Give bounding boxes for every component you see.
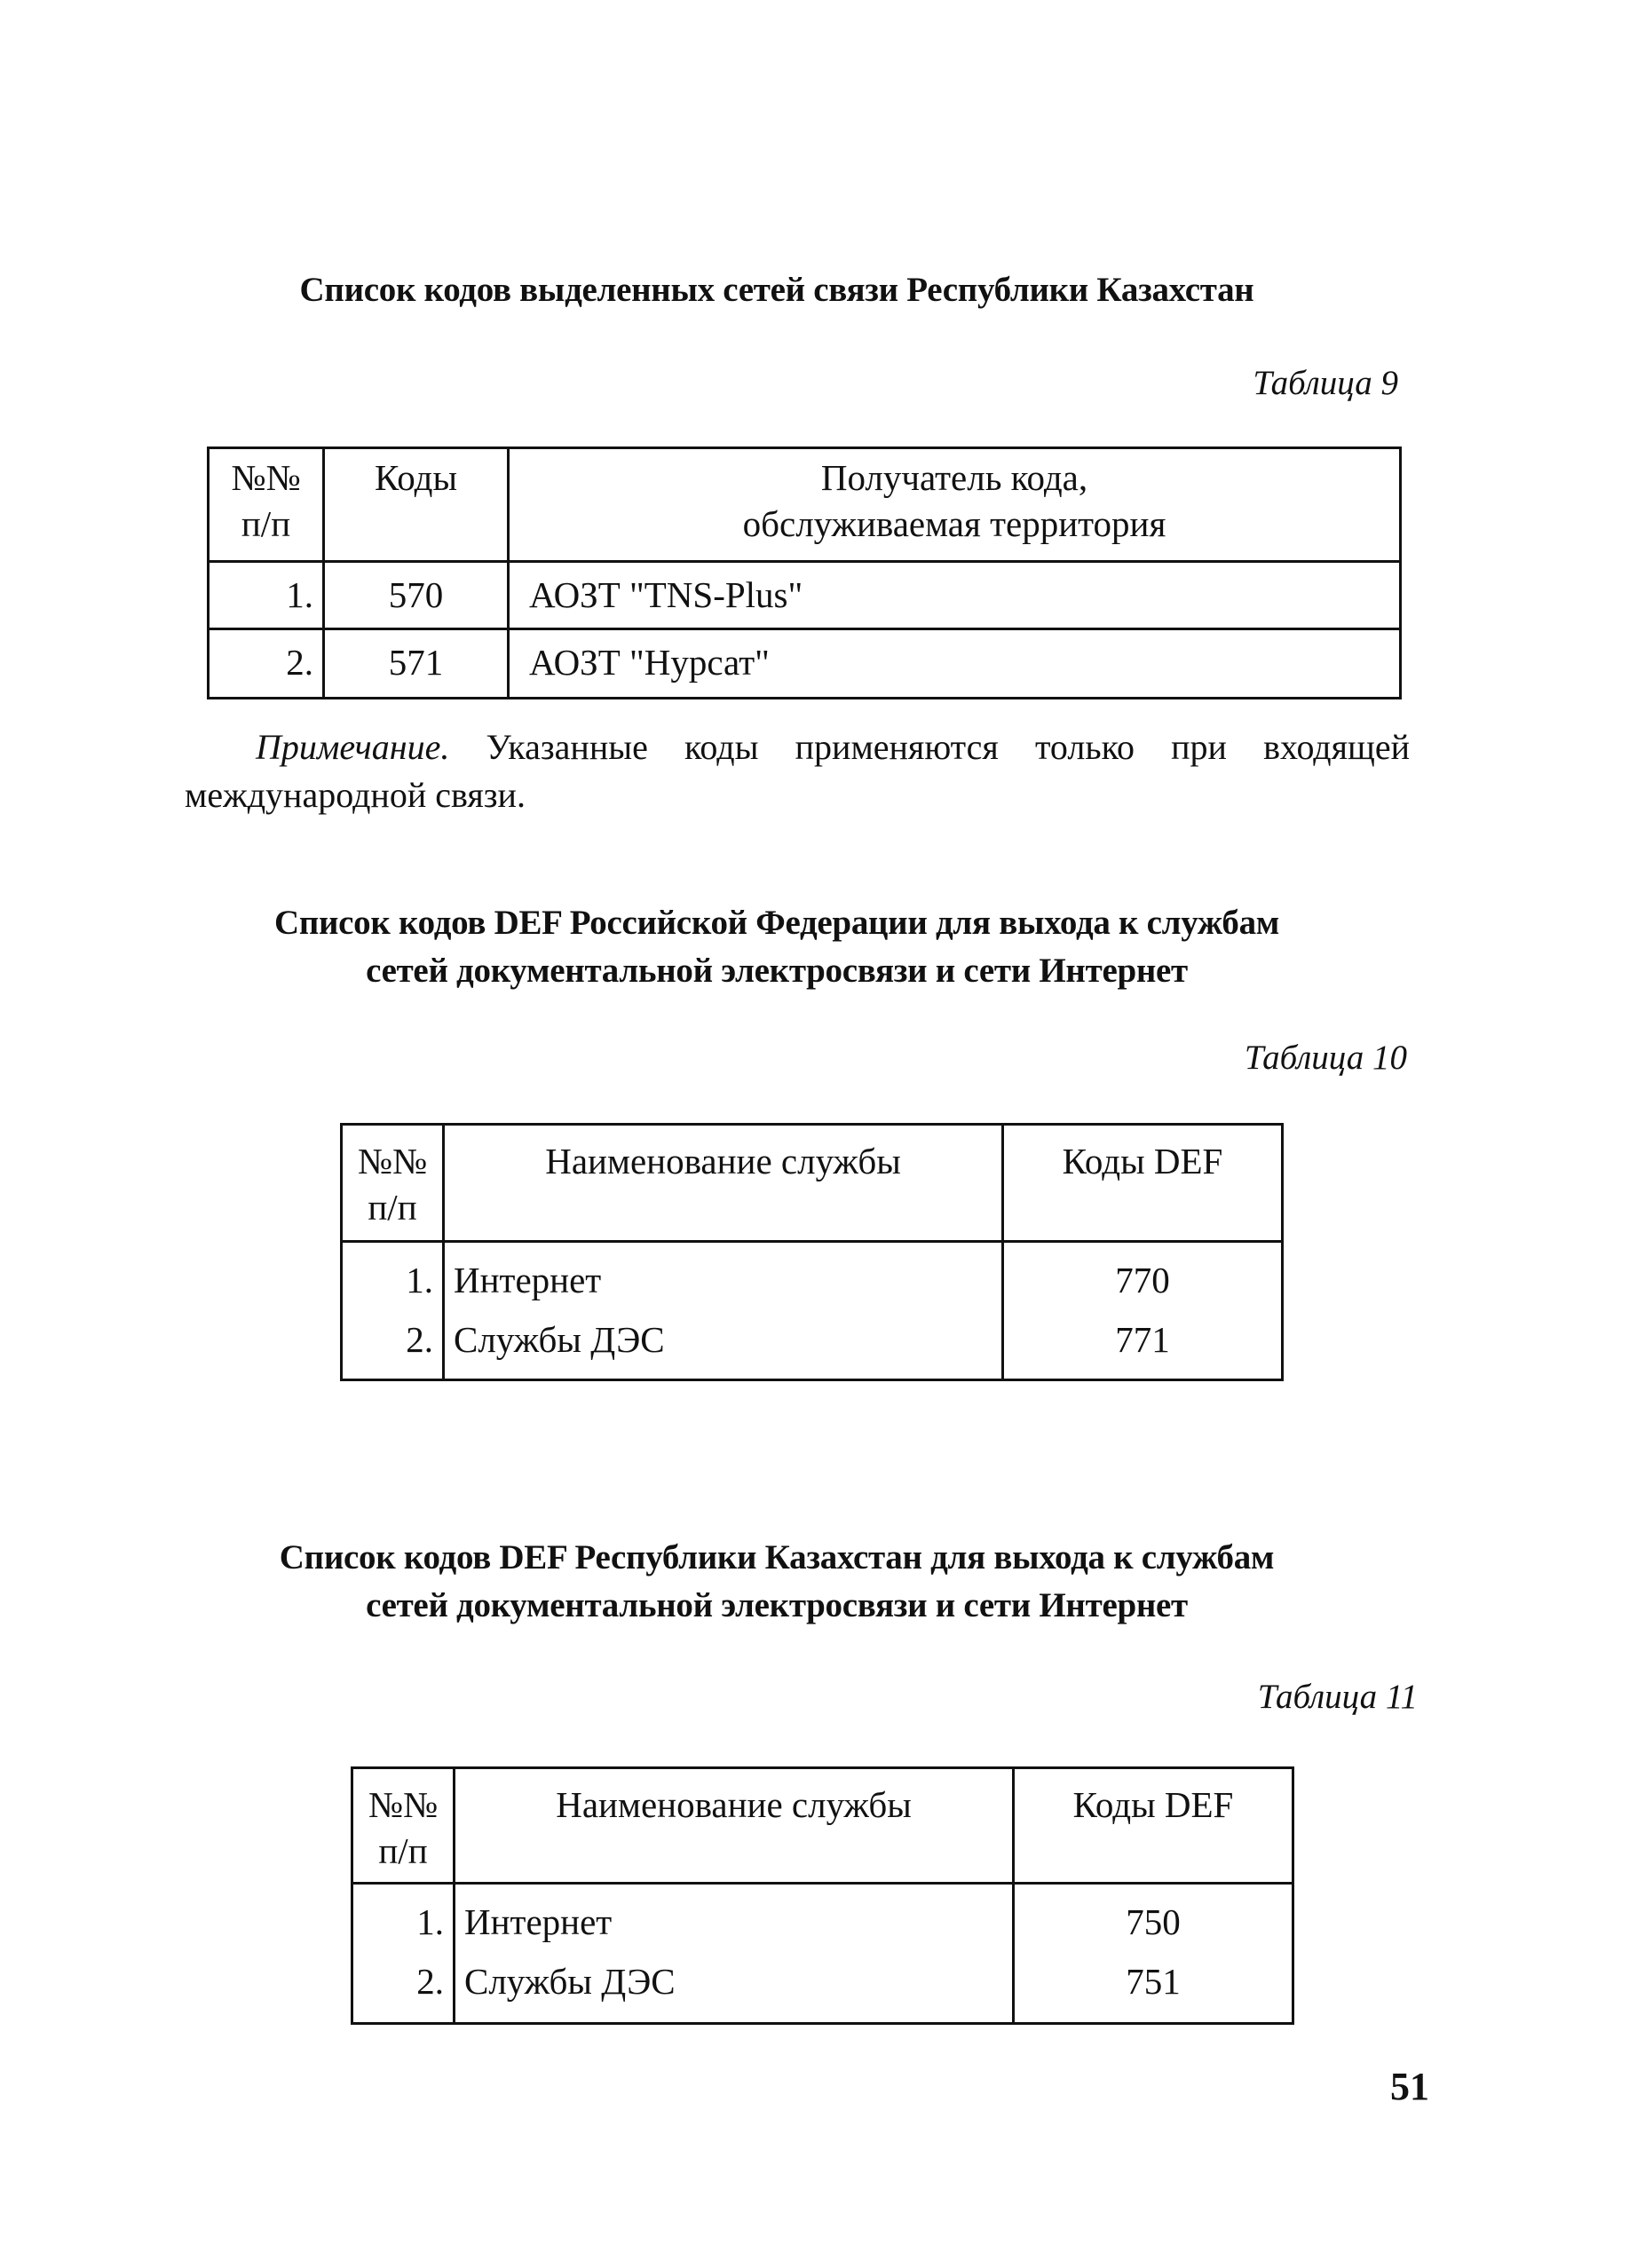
table10	[340, 1123, 1284, 1381]
section3-title-line1: Список кодов DEF Республики Казахстан для выхода к службам	[279, 1538, 1275, 1577]
table11-label: Таблица 11	[1257, 1678, 1418, 1716]
table-row	[209, 629, 1401, 699]
table-row	[352, 1884, 1293, 1953]
table11-row2-code: 751	[1014, 1953, 1293, 2024]
table10-header-num	[342, 1125, 444, 1242]
table9-row2-recipient: АОЗТ "Нурсат"	[509, 629, 1401, 699]
table10-header-service: Наименование службы	[444, 1125, 1003, 1242]
table11-header-service: Наименование службы	[455, 1768, 1014, 1884]
table10-row2-service: Службы ДЭС	[444, 1311, 1003, 1380]
table9-row1-num: 1.	[209, 562, 324, 629]
table11-row2-num: 2.	[352, 1953, 455, 2024]
table-row	[342, 1242, 1283, 1311]
table9-row1-recipient: АОЗТ "TNS-Plus"	[509, 562, 1401, 629]
section3-title-line2: сетей документальной электросвязи и сети Интернет	[366, 1586, 1188, 1624]
table9-header-recipient-line1: Получатель кода,	[820, 457, 1088, 498]
table9	[207, 446, 1402, 699]
note-text: Указанные коды применяются только при входящей международной связи.	[185, 727, 1410, 815]
table9-row2-num: 2.	[209, 629, 324, 699]
table10-row1-service: Интернет	[444, 1242, 1003, 1311]
table10-header-codes: Коды DEF	[1003, 1125, 1283, 1242]
note-label: Примечание.	[256, 727, 450, 767]
table9-label: Таблица 9	[1253, 364, 1398, 402]
table10-header-num-line1: №№	[357, 1141, 428, 1181]
table11	[351, 1766, 1294, 2025]
section1-title: Список кодов выделенных сетей связи Республики Казахстан	[299, 271, 1254, 309]
page-number: 51	[1390, 2065, 1429, 2108]
section2-title-line2: сетей документальной электросвязи и сети Интернет	[366, 952, 1188, 990]
table11-header-num-line2: п/п	[378, 1830, 428, 1871]
table11-header-num-line1: №№	[368, 1784, 439, 1825]
table10-row2-num: 2.	[342, 1311, 444, 1380]
table9-header-recipient-line2: обслуживаемая территория	[742, 503, 1166, 544]
table11-row1-code: 750	[1014, 1884, 1293, 1953]
table10-header-num-line2: п/п	[368, 1187, 417, 1228]
table9-header-codes: Коды	[324, 448, 509, 562]
section3-title	[133, 1534, 1420, 1630]
table11-row2-service: Службы ДЭС	[455, 1953, 1014, 2024]
table-row	[209, 562, 1401, 629]
table11-header-num	[352, 1768, 455, 1884]
table11-header-row	[352, 1768, 1293, 1884]
table9-header-recipient	[509, 448, 1401, 562]
table10-row2-code: 771	[1003, 1311, 1283, 1380]
table11-header-codes: Коды DEF	[1014, 1768, 1293, 1884]
table10-header-row	[342, 1125, 1283, 1242]
table-row	[352, 1953, 1293, 2024]
section2-title	[133, 899, 1420, 995]
table11-row1-service: Интернет	[455, 1884, 1014, 1953]
table11-row1-num: 1.	[352, 1884, 455, 1953]
table-row	[342, 1311, 1283, 1380]
table9-row2-code: 571	[324, 629, 509, 699]
table9-header-num: №№ п/п	[209, 448, 324, 562]
table9-note	[185, 723, 1410, 819]
table9-header-row	[209, 448, 1401, 562]
table10-row1-code: 770	[1003, 1242, 1283, 1311]
table10-row1-num: 1.	[342, 1242, 444, 1311]
table10-label: Таблица 10	[1244, 1039, 1407, 1077]
table9-row1-code: 570	[324, 562, 509, 629]
section2-title-line1: Список кодов DEF Российской Федерации для выхода к службам	[273, 904, 1280, 942]
